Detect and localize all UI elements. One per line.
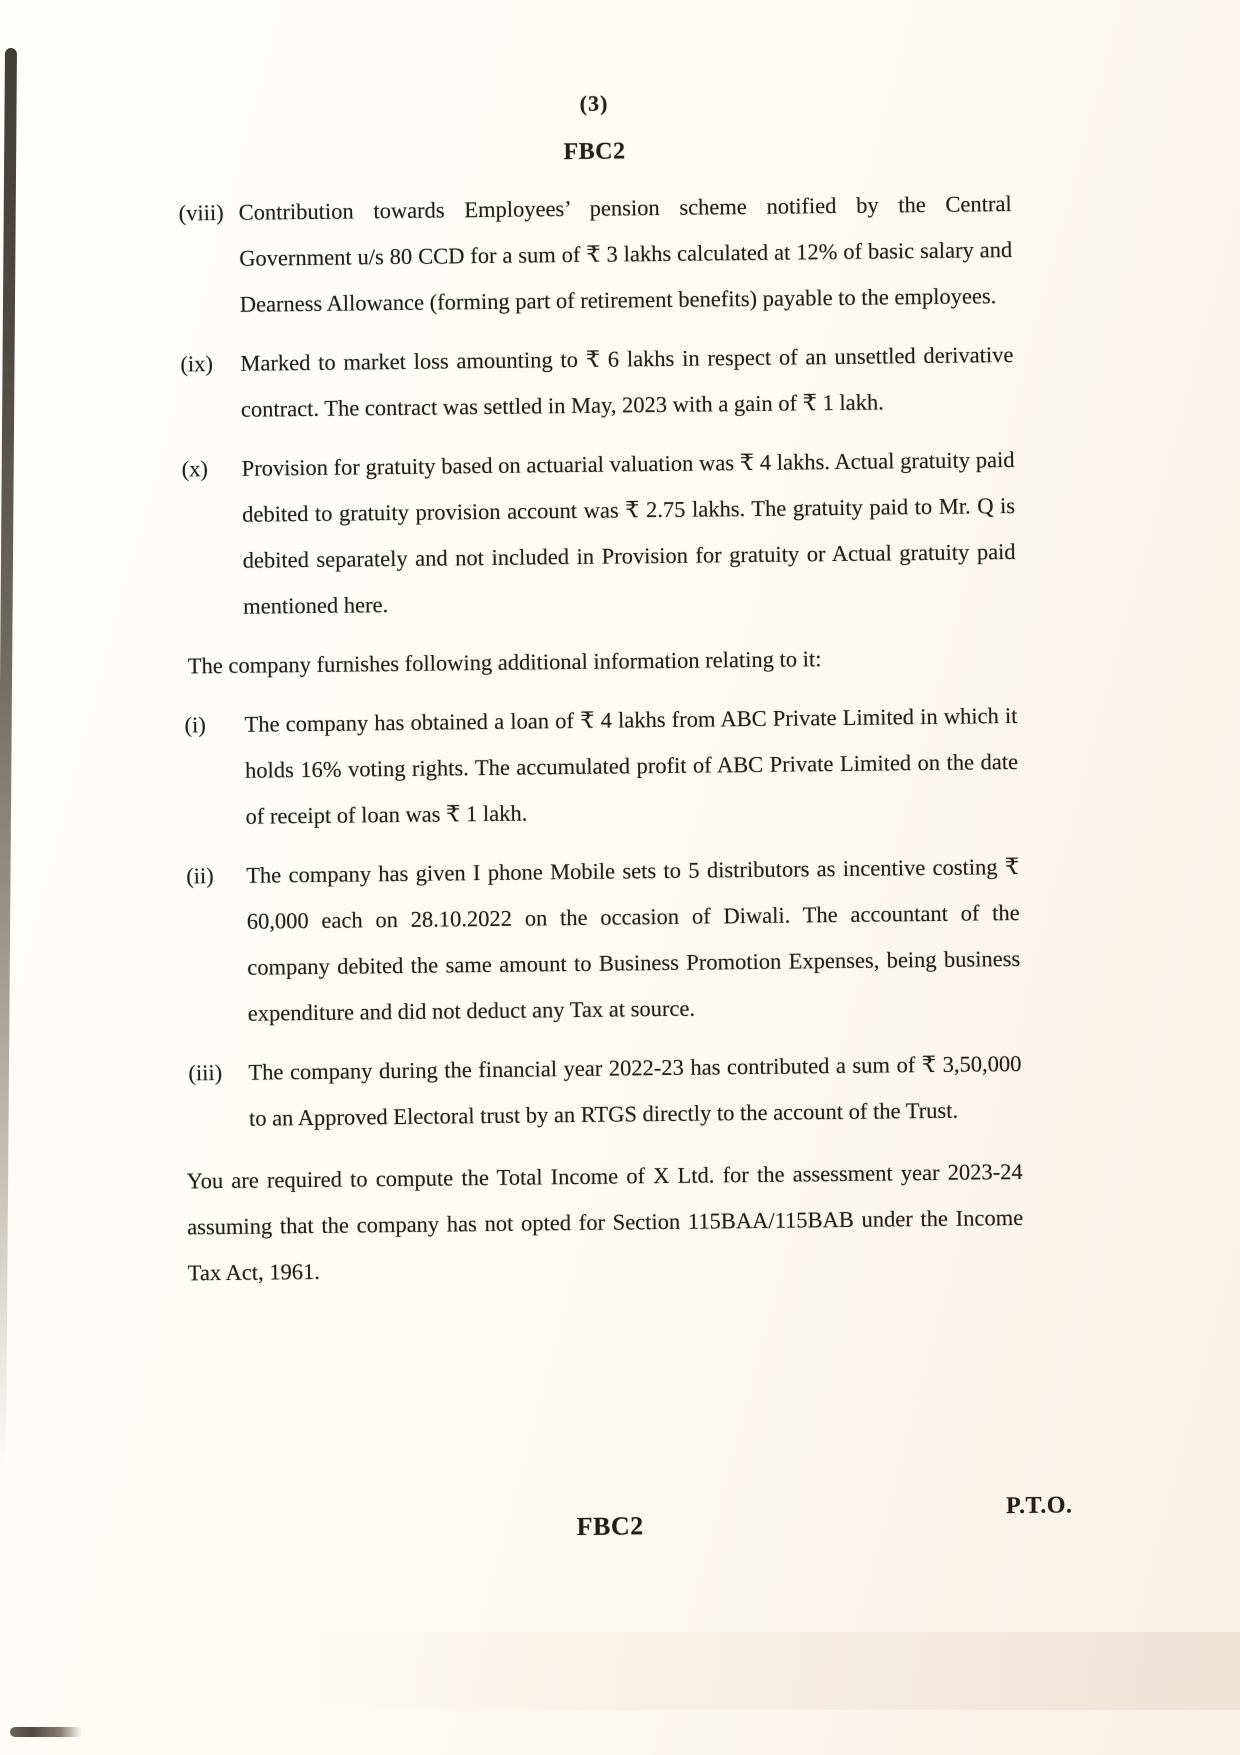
scanner-edge-shadow bbox=[0, 48, 17, 1468]
scan-smudge-mark bbox=[10, 1727, 82, 1737]
page-number: (3) bbox=[579, 90, 609, 116]
pto-label: P.T.O. bbox=[1005, 1492, 1073, 1520]
additional-item-i bbox=[184, 693, 1019, 840]
additional-item-iii bbox=[188, 1041, 1022, 1142]
clause-text: Contribution towards Employees’ pension scheme notified by the Central Government u/s 80 CCD for a sum of ₹ 3 lakhs calculated at 12% of basic salary and Dearness Allowance (forming part of retirement benefits) payable to the employees. bbox=[238, 191, 1013, 317]
clause-label: (x) bbox=[181, 456, 209, 482]
clause-text: Marked to market loss amounting to ₹ 6 lakhs in respect of an unsettled derivative contract. The contract was settled in May, 2023 with a gain of ₹ 1 lakh. bbox=[240, 341, 1014, 422]
paper-code-header: FBC2 bbox=[563, 138, 626, 166]
additional-info-intro: The company furnishes following additional information relating to it: bbox=[187, 646, 822, 679]
clause-label: (viii) bbox=[178, 199, 224, 226]
clause-label: (iii) bbox=[188, 1060, 223, 1086]
clause-x bbox=[181, 437, 1016, 630]
clause-text: The company has obtained a loan of ₹ 4 lakhs from ABC Private Limited in which it holds 16% voting rights. The accumulated profit of ABC Private Limited on the date of receipt of loan was ₹ 1 lakh. bbox=[244, 702, 1019, 829]
clause-viii bbox=[178, 181, 1013, 328]
clause-text: Provision for gratuity based on actuarial valuation was ₹ 4 lakhs. Actual gratuity paid debited to gratuity provision account was ₹ 2.75 lakhs. The gratuity paid to Mr. Q is debited separately and not included in Provision for gratuity or Actual gratuity paid mentioned here. bbox=[241, 446, 1016, 619]
clause-label: (ix) bbox=[180, 351, 214, 377]
scan-tone-band bbox=[0, 1632, 1240, 1710]
additional-item-ii bbox=[186, 844, 1021, 1037]
page-footer bbox=[193, 1492, 1073, 1554]
clause-ix bbox=[180, 332, 1014, 433]
page-body bbox=[177, 81, 1073, 1554]
clause-text: The company has given I phone Mobile sets to 5 distributors as incentive costing ₹ 60,000 each on 28.10.2022 on the occasion of Diwali. The accountant of the company debited the same amount to Business Promotion Expenses, being business expenditure and did not deduct any Tax at source. bbox=[246, 853, 1021, 1026]
requirement-paragraph: You are required to compute the Total Income of X Ltd. for the assessment year 2023-24 assuming that the company has not opted for Section 115BAA/115BAB under the Income Tax Act, 1961. bbox=[186, 1158, 1024, 1286]
clause-label: (ii) bbox=[186, 863, 214, 889]
clause-label: (i) bbox=[184, 712, 206, 738]
clause-text: The company during the financial year 2022-23 has contributed a sum of ₹ 3,50,000 to an Approved Electoral trust by an RTGS directly to the account of the Trust. bbox=[248, 1050, 1022, 1131]
paper-code-footer: FBC2 bbox=[576, 1511, 644, 1542]
